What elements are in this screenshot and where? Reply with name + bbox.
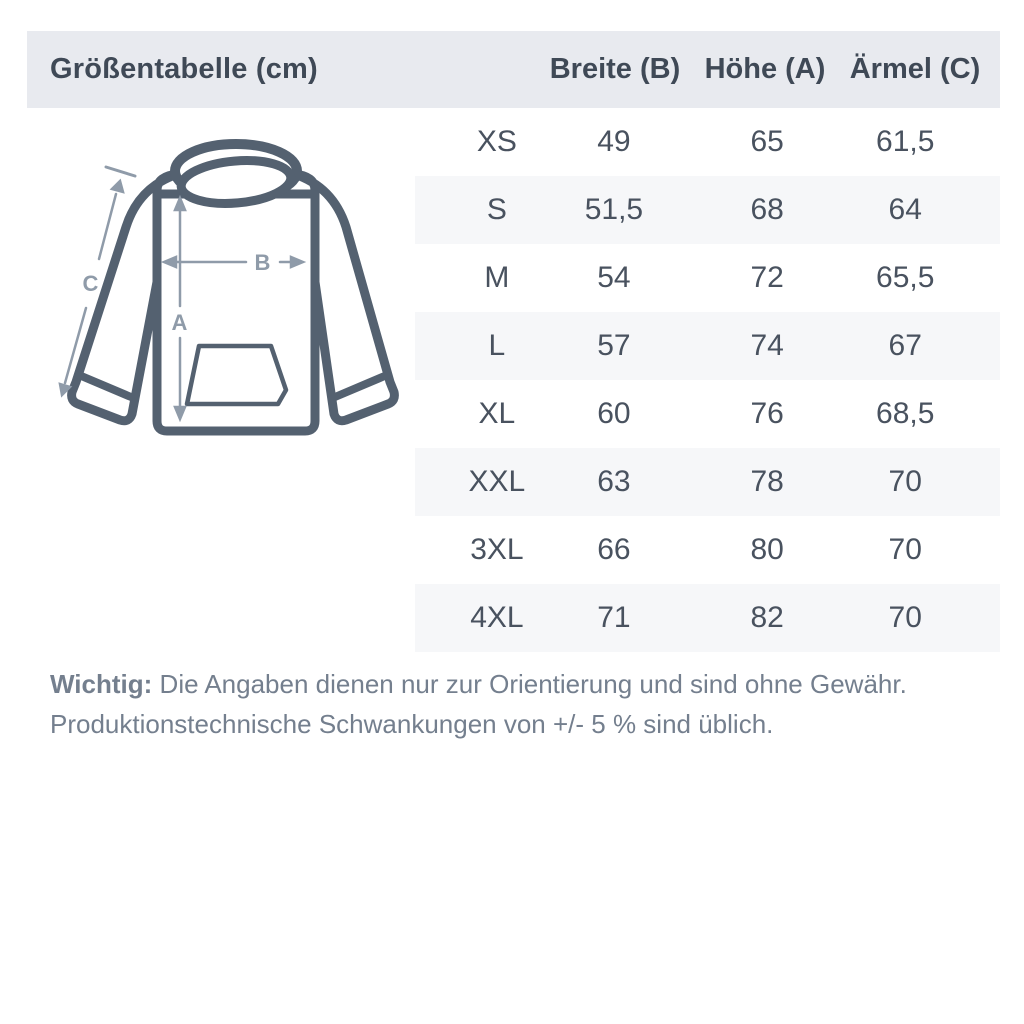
- cell-size: XS: [476, 125, 517, 158]
- cell-size: XXL: [468, 465, 526, 498]
- shoulder-tick: [106, 167, 135, 176]
- cell-hoehe: 68: [750, 193, 784, 226]
- cell-aermel: 65,5: [876, 261, 935, 294]
- cell-breite: 71: [597, 601, 631, 634]
- cell-breite: 66: [597, 533, 631, 566]
- table-row: [415, 108, 1000, 176]
- table-row: [415, 312, 1000, 380]
- cell-size: L: [488, 329, 506, 362]
- cell-hoehe: 72: [750, 261, 784, 294]
- note-line-1-text: Die Angaben dienen nur zur Orientierung und sind ohne Gewähr.: [152, 669, 907, 699]
- table-row: [415, 516, 1000, 584]
- table-row: [415, 176, 1000, 244]
- measure-label-c: C: [82, 271, 100, 296]
- cell-hoehe: 65: [750, 125, 784, 158]
- table-header-band: [27, 31, 1000, 108]
- cell-size: 4XL: [470, 601, 524, 634]
- page-title: Größentabelle (cm): [50, 53, 318, 85]
- cell-aermel: 70: [888, 533, 922, 566]
- cell-hoehe: 82: [750, 601, 784, 634]
- cell-size: S: [486, 193, 507, 226]
- cell-hoehe: 76: [750, 397, 784, 430]
- cell-aermel: 70: [888, 601, 922, 634]
- table-row: [415, 584, 1000, 652]
- cell-aermel: 70: [888, 465, 922, 498]
- cell-hoehe: 80: [750, 533, 784, 566]
- cell-breite: 63: [597, 465, 631, 498]
- note-bold-prefix: Wichtig:: [50, 669, 153, 699]
- disclaimer-note: [50, 664, 985, 744]
- hoodie-measurement-diagram: [40, 120, 420, 450]
- cell-breite: 51,5: [584, 193, 644, 226]
- table-row: [415, 448, 1000, 516]
- cell-size: M: [484, 261, 510, 294]
- cell-aermel: 68,5: [876, 397, 935, 430]
- cell-breite: 49: [597, 125, 631, 158]
- cell-hoehe: 78: [750, 465, 784, 498]
- cell-hoehe: 74: [750, 329, 784, 362]
- cell-size: 3XL: [470, 533, 524, 566]
- note-line-1: [50, 664, 985, 704]
- pocket-outline: [187, 346, 286, 404]
- table-row: [415, 244, 1000, 312]
- table-row: [415, 380, 1000, 448]
- column-header-aermel: Ärmel (C): [849, 53, 981, 85]
- size-table: [415, 108, 1000, 652]
- column-header-breite: Breite (B): [549, 53, 681, 85]
- column-header-hoehe: Höhe (A): [704, 53, 826, 85]
- measure-label-a: A: [171, 310, 189, 335]
- note-line-2: Produktionstechnische Schwankungen von +/- 5 % sind üblich.: [50, 709, 774, 739]
- cell-aermel: 67: [888, 329, 922, 362]
- measure-label-b: B: [254, 250, 272, 275]
- cell-breite: 60: [597, 397, 631, 430]
- cell-breite: 57: [597, 329, 631, 362]
- cell-breite: 54: [597, 261, 631, 294]
- cell-aermel: 61,5: [876, 125, 935, 158]
- cell-aermel: 64: [888, 193, 922, 226]
- cell-size: XL: [478, 397, 516, 430]
